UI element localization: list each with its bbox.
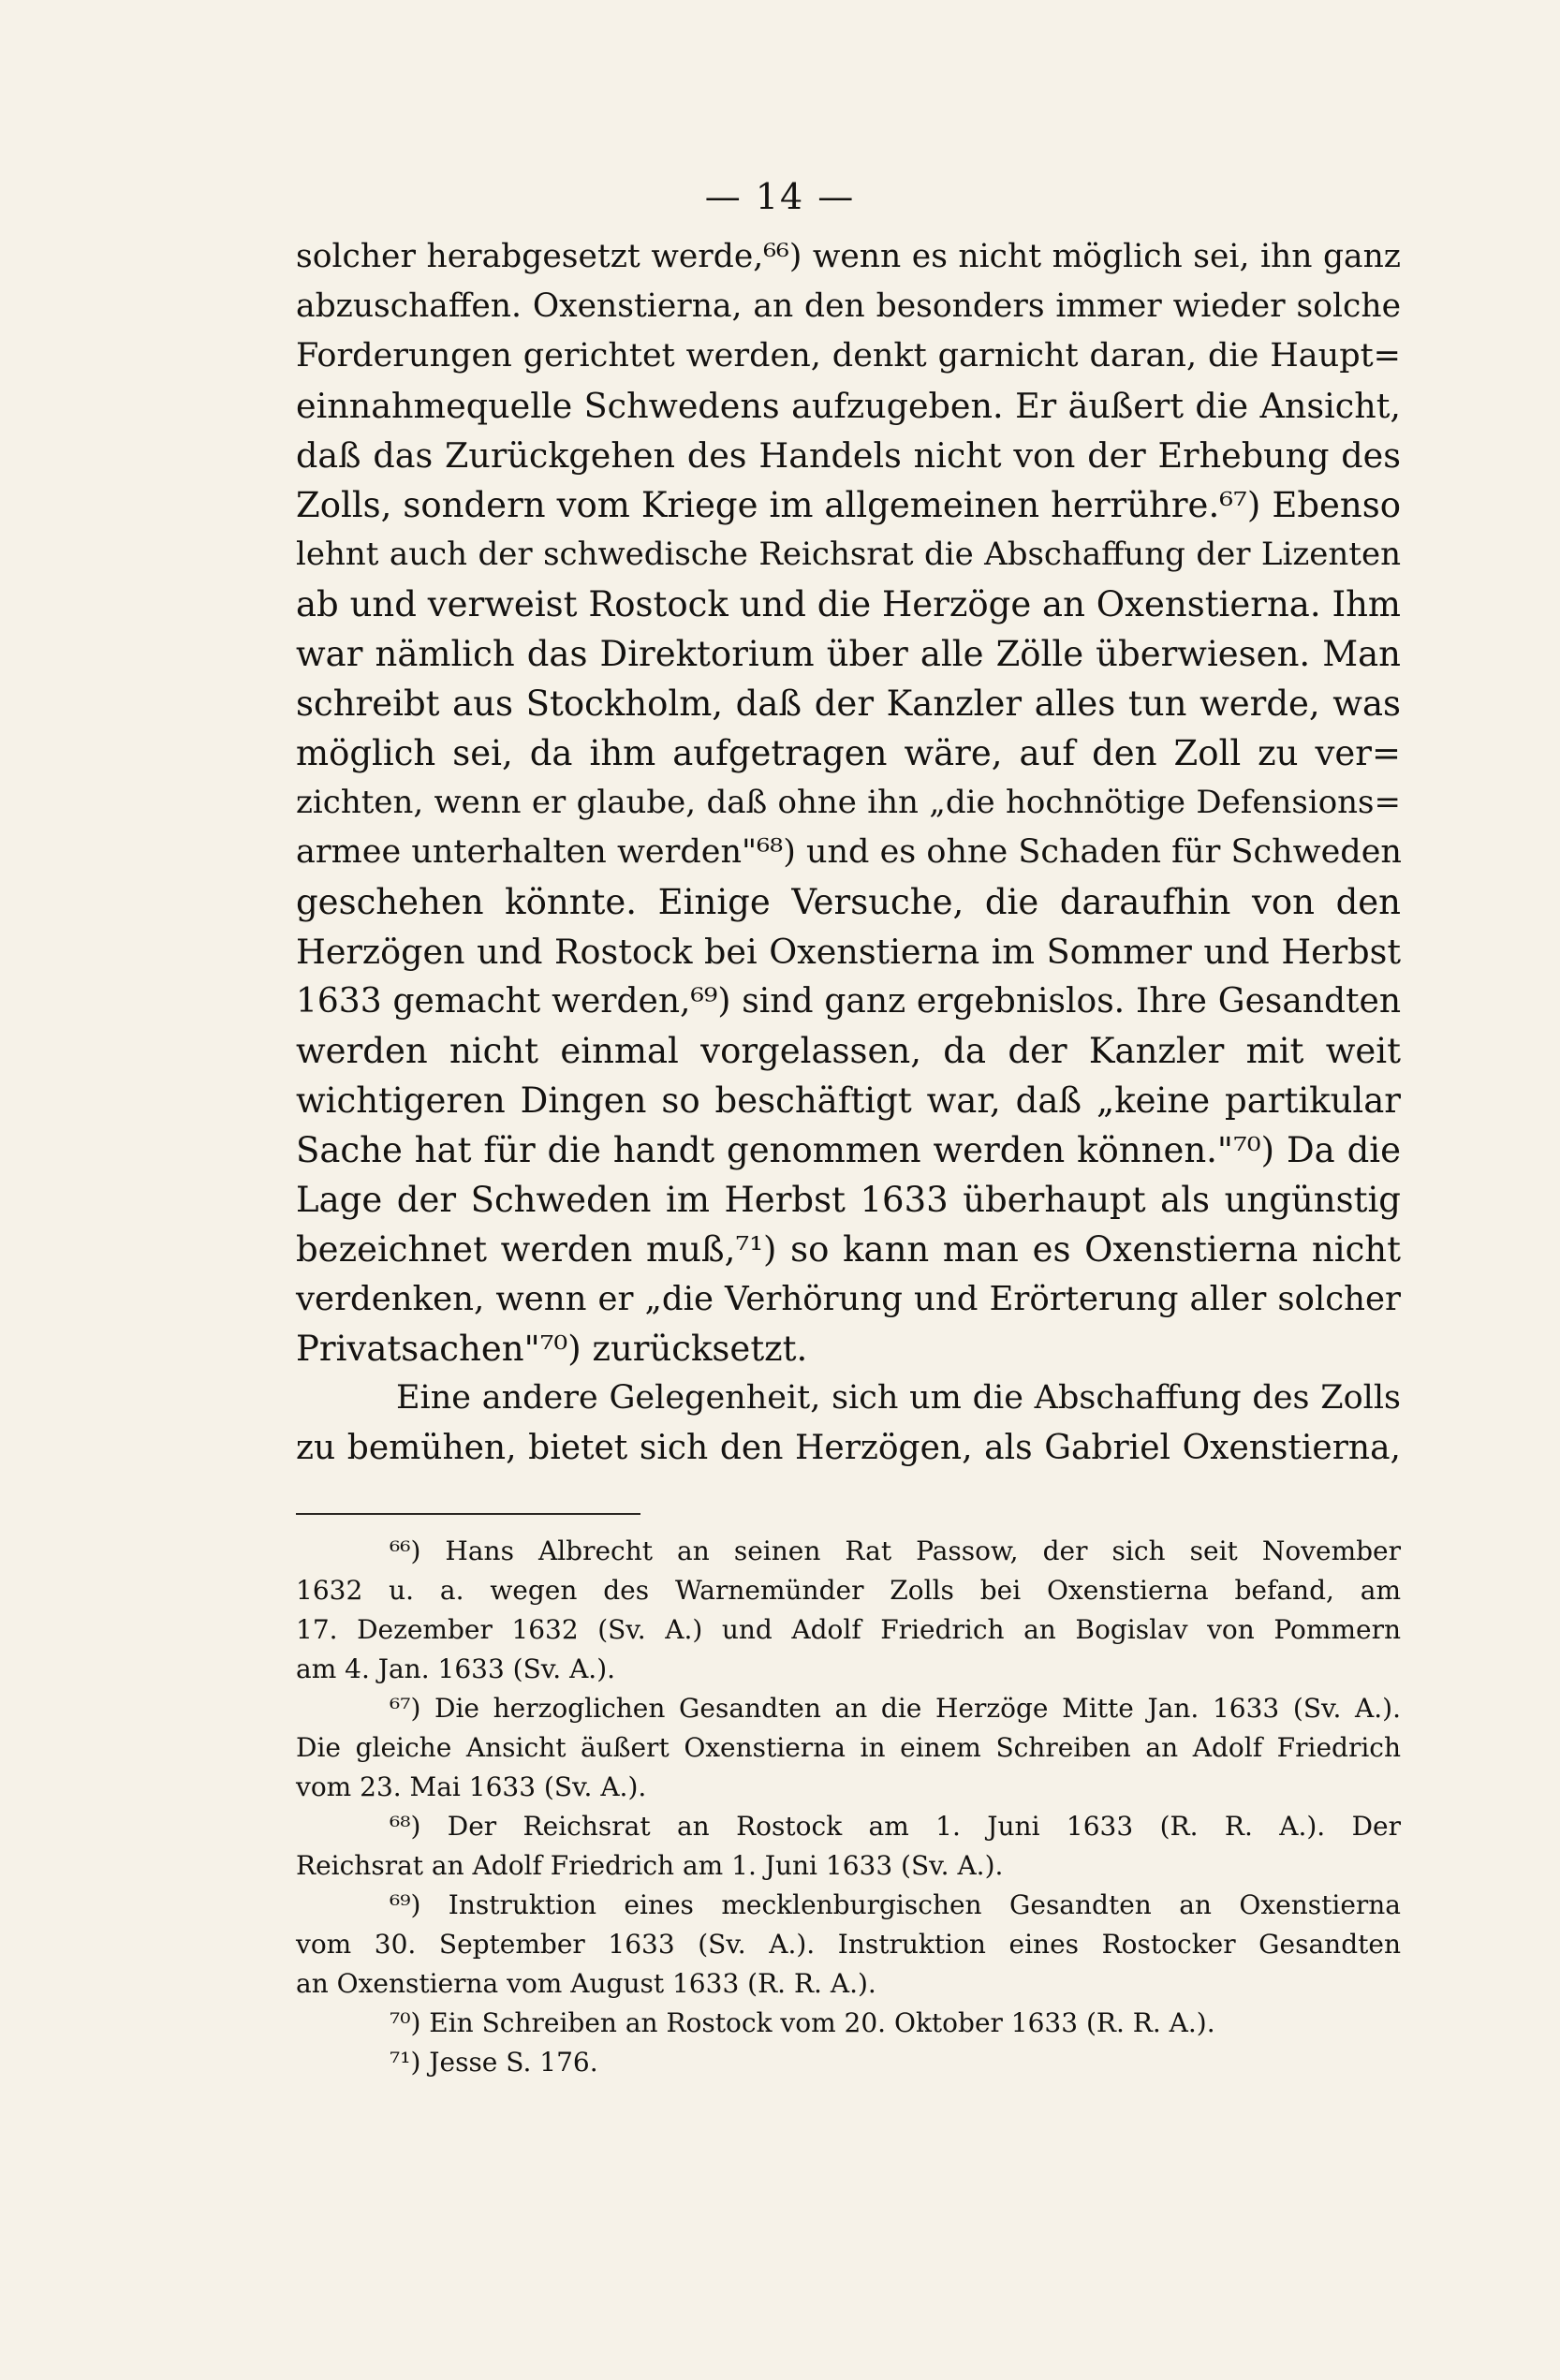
footnote-divider [296, 1513, 640, 1515]
body-line: solcher herabgesetzt werde,⁶⁶) wenn es nicht möglich sei, ihn ganz [296, 238, 1401, 275]
footnote-67: ⁶⁷) Die herzoglichen Gesandten an die Herzöge Mitte Jan. 1633 (Sv. A.). [390, 1693, 1401, 1724]
body-line-paragraph-start: Eine andere Gelegenheit, sich um die Abschaffung des Zolls [396, 1379, 1401, 1417]
body-line: bezeichnet werden muß,⁷¹) so kann man es Oxenstierna nicht [296, 1229, 1401, 1270]
body-line: armee unterhalten werden"⁶⁸) und es ohne Schaden für Schweden [296, 833, 1402, 871]
footnote-line: vom 30. September 1633 (Sv. A.). Instruktion eines Rostocker Gesandten [296, 1929, 1401, 1960]
body-line: einnahmequelle Schwedens aufzugeben. Er äußert die Ansicht, [296, 386, 1401, 426]
body-line: 1633 gemacht werden,⁶⁹) sind ganz ergebnislos. Ihre Gesandten [296, 982, 1401, 1021]
body-line: Sache hat für die handt genommen werden können."⁷⁰) Da die [296, 1130, 1401, 1170]
footnote-line: 1632 u. a. wegen des Warnemünder Zolls bei Oxenstierna befand, am [296, 1575, 1401, 1606]
body-line: abzuschaffen. Oxenstierna, an den besonders immer wieder solche [296, 287, 1401, 325]
footnote-line: 17. Dezember 1632 (Sv. A.) und Adolf Friedrich an Bogislav von Pommern [296, 1614, 1401, 1645]
body-line: zichten, wenn er glaube, daß ohne ihn „die hochnötige Defensions= [296, 784, 1401, 821]
body-line: Forderungen gerichtet werden, denkt garnicht daran, die Haupt= [296, 337, 1401, 375]
body-line: lehnt auch der schwedische Reichsrat die Abschaffung der Lizenten [296, 536, 1401, 573]
footnote-70: ⁷⁰) Ein Schreiben an Rostock vom 20. Oktober 1633 (R. R. A.). [390, 2007, 1215, 2038]
body-line: daß das Zurückgehen des Handels nicht von der Erhebung des [296, 435, 1401, 476]
body-line: Lage der Schweden im Herbst 1633 überhaupt als ungünstig [296, 1180, 1401, 1220]
footnote-68: ⁶⁸) Der Reichsrat an Rostock am 1. Juni 1633 (R. R. A.). Der [390, 1811, 1401, 1842]
footnote-line: Die gleiche Ansicht äußert Oxenstierna in einem Schreiben an Adolf Friedrich [296, 1732, 1401, 1763]
footnote-line: vom 23. Mai 1633 (Sv. A.). [296, 1771, 647, 1802]
page-number: — 14 — [704, 176, 856, 217]
body-line: zu bemühen, bietet sich den Herzögen, als Gabriel Oxenstierna, [296, 1429, 1401, 1467]
footnote-line: Reichsrat an Adolf Friedrich am 1. Juni 1633 (Sv. A.). [296, 1850, 1004, 1881]
body-line: Herzögen und Rostock bei Oxenstierna im Sommer und Herbst [296, 932, 1401, 972]
footnote-line: an Oxenstierna vom August 1633 (R. R. A.). [296, 1968, 876, 1999]
body-line-paragraph-end: Privatsachen"⁷⁰) zurücksetzt. [296, 1329, 808, 1369]
footnote-line: am 4. Jan. 1633 (Sv. A.). [296, 1653, 616, 1684]
body-line: schreibt aus Stockholm, daß der Kanzler alles tun werde, was [296, 683, 1401, 724]
body-line: möglich sei, da ihm aufgetragen wäre, auf den Zoll zu ver= [296, 733, 1401, 773]
body-line: wichtigeren Dingen so beschäftigt war, daß „keine partikular [296, 1080, 1401, 1121]
footnote-69: ⁶⁹) Instruktion eines mecklenburgischen Gesandten an Oxenstierna [390, 1889, 1401, 1920]
body-text [296, 232, 1401, 1473]
footnotes [296, 1532, 1401, 2082]
body-line: war nämlich das Direktorium über alle Zölle überwiesen. Man [296, 634, 1401, 674]
footnote-71: ⁷¹) Jesse S. 176. [390, 2047, 598, 2078]
body-line: Zolls, sondern vom Kriege im allgemeinen herrühre.⁶⁷) Ebenso [296, 485, 1401, 525]
body-line: verdenken, wenn er „die Verhörung und Erörterung aller solcher [296, 1280, 1401, 1318]
body-line: werden nicht einmal vorgelassen, da der Kanzler mit weit [296, 1031, 1401, 1071]
body-line: geschehen könnte. Einige Versuche, die daraufhin von den [296, 882, 1401, 922]
body-line: ab und verweist Rostock und die Herzöge an Oxenstierna. Ihm [296, 584, 1401, 624]
footnote-66: ⁶⁶) Hans Albrecht an seinen Rat Passow, der sich seit November [390, 1535, 1401, 1566]
